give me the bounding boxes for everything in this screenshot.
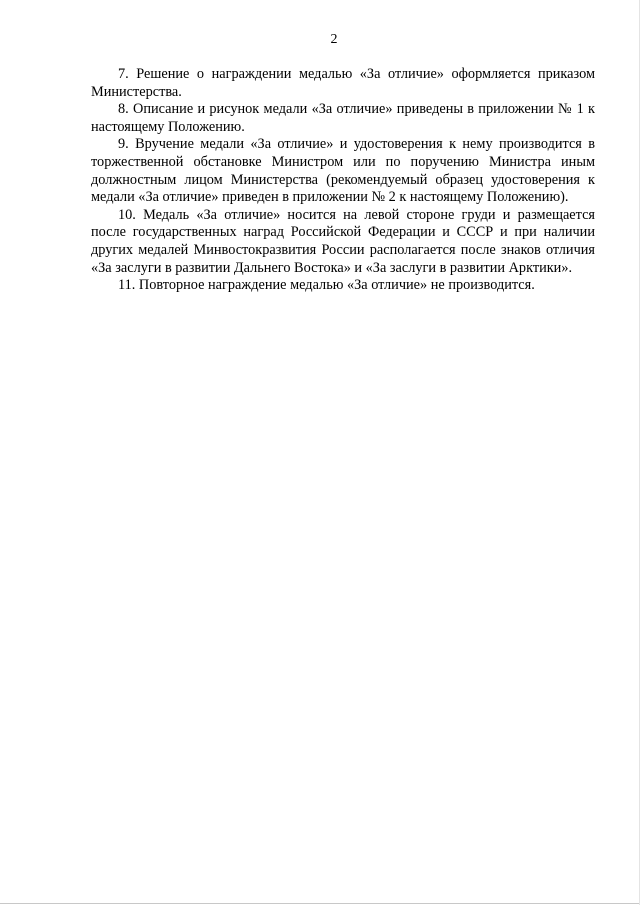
scan-bottom-edge	[0, 903, 640, 904]
paragraph-7: 7. Решение о награждении медалью «За отличие» оформляется приказом Министерства.	[91, 66, 595, 100]
paragraph-11: 11. Повторное награждение медалью «За отличие» не производится.	[118, 277, 535, 294]
paragraph-10: 10. Медаль «За отличие» носится на левой стороне груди и размещается после государственных наград Российской Федерации и СССР и при наличии других медалей Минвостокразвития России располагается после знаков отличия «За заслуги в развитии Дальнего Востока» и «За заслуги в развитии Арктики».	[91, 206, 595, 276]
paragraph-9: 9. Вручение медали «За отличие» и удостоверения к нему производится в торжественной обстановке Министром или по поручению Министра иным должностным лицом Министерства (рекомендуемый образец удостоверения к медали «За отличие» приведен в приложении № 2 к настоящему Положению).	[91, 136, 595, 206]
page-number: 2	[330, 32, 338, 47]
paragraph-8: 8. Описание и рисунок медали «За отличие» приведены в приложении № 1 к настоящему Положению.	[91, 101, 595, 135]
document-body	[91, 66, 595, 295]
